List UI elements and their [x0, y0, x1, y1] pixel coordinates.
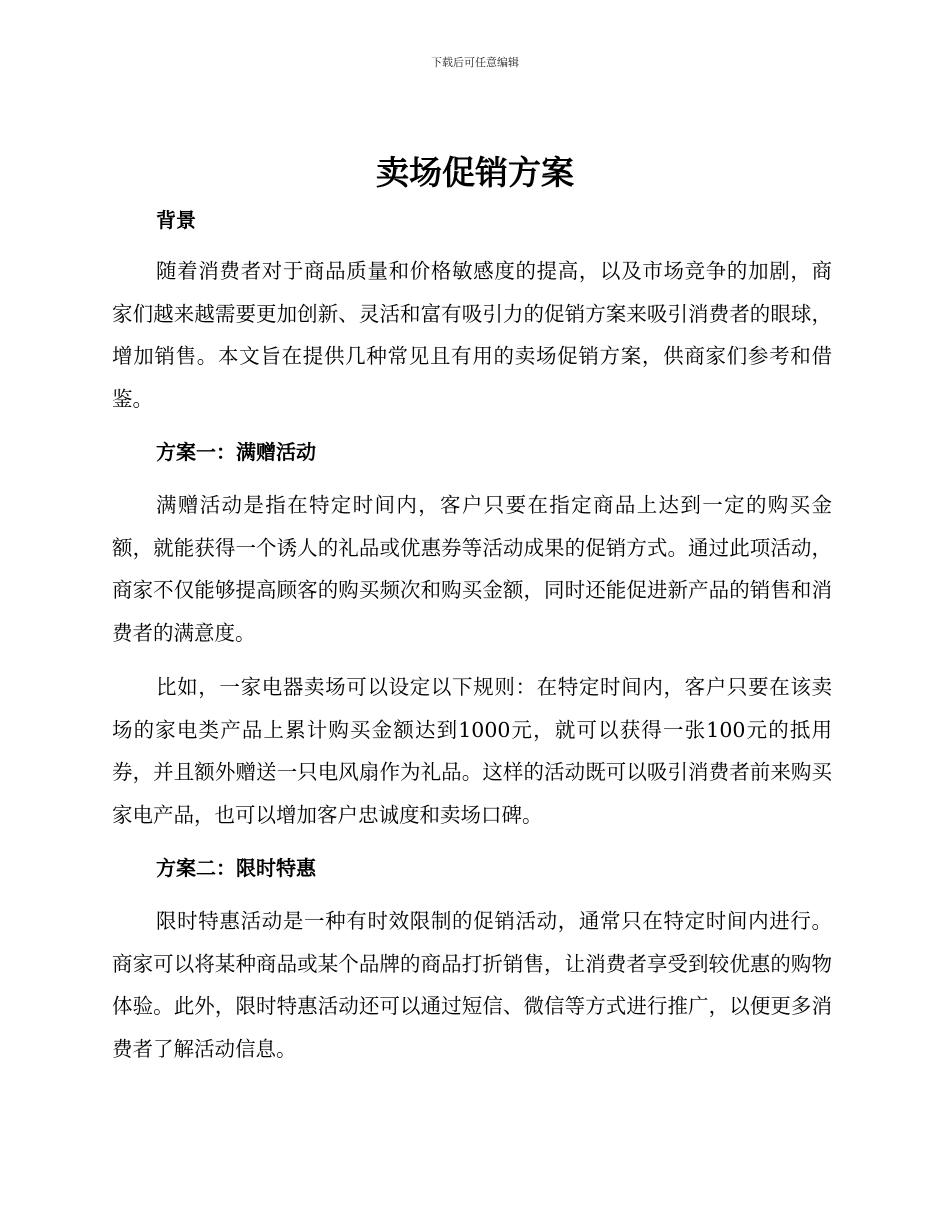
- section-heading-plan-one: 方案一：满赠活动: [156, 440, 316, 464]
- section-heading-background: 背景: [156, 208, 196, 232]
- document-title: 卖场促销方案: [376, 153, 574, 192]
- paragraph-plan-one-example: 比如，一家电器卖场可以设定以下规则：在特定时间内，客户只要在该卖场的家电类产品上累计购买金额达到1000元，就可以获得一张100元的抵用券，并且额外赠送一只电风扇作为礼品。这样的活动既可以吸引消费者前来购买家电产品，也可以增加客户忠诚度和卖场口碑。: [112, 675, 832, 827]
- document-body: [112, 200, 832, 1070]
- paragraph-plan-two-definition: 限时特惠活动是一种有时效限制的促销活动，通常只在特定时间内进行。商家可以将某种商品或某个品牌的商品打折销售，让消费者享受到较优惠的购物体验。此外，限时特惠活动还可以通过短信、微信等方式进行推广，以便更多消费者了解活动信息。: [112, 909, 832, 1061]
- header-note: 下载后可任意编辑: [431, 56, 519, 69]
- paragraph-background: 随着消费者对于商品质量和价格敏感度的提高，以及市场竞争的加剧，商家们越来越需要更加创新、灵活和富有吸引力的促销方案来吸引消费者的眼球，增加销售。本文旨在提供几种常见且有用的卖场促销方案，供商家们参考和借鉴。: [112, 259, 832, 411]
- paragraph-plan-one-definition: 满赠活动是指在特定时间内，客户只要在指定商品上达到一定的购买金额，就能获得一个诱人的礼品或优惠券等活动成果的促销方式。通过此项活动，商家不仅能够提高顾客的购买频次和购买金额，同时还能促进新产品的销售和消费者的满意度。: [112, 493, 832, 645]
- section-heading-plan-two: 方案二：限时特惠: [156, 856, 316, 880]
